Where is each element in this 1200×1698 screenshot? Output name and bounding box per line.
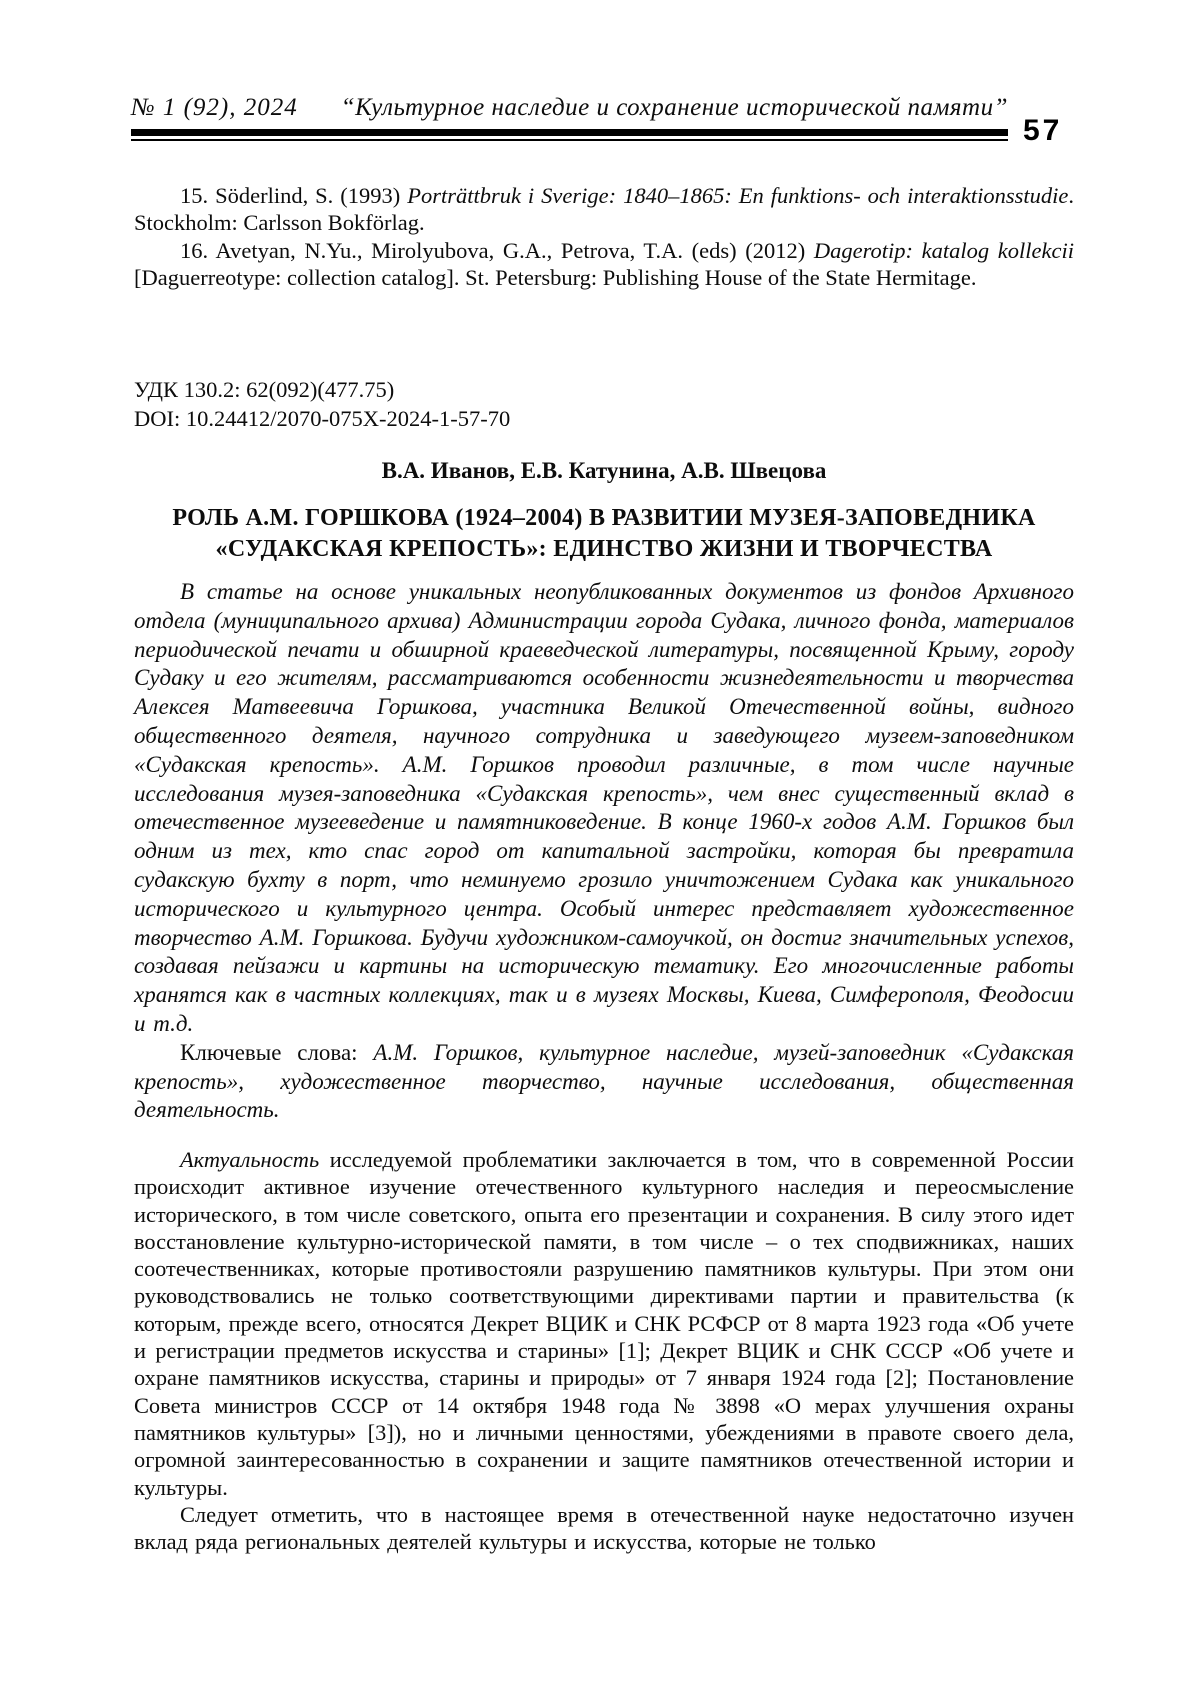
running-head [131, 94, 1008, 122]
page-header [131, 94, 1008, 141]
reference-item [134, 237, 1074, 292]
authors-line: В.А. Иванов, Е.В. Катунина, А.В. Швецова [381, 458, 827, 483]
body-paragraph: Следует отметить, что в настоящее время в отечественной науке недостаточно изучен вклад ряда региональных деятелей культуры и искусства, которые не только [134, 1501, 1074, 1555]
keywords-paragraph [134, 1039, 1074, 1125]
udk-code: УДК 130.2: 62(092)(477.75) [134, 377, 395, 402]
references-list [134, 182, 1074, 292]
keywords-label: Ключевые слова: [180, 1039, 374, 1065]
keywords-text: А.М. Горшков, культурное наследие, музей-заповедник «Судакская крепость», художественное творчество, научные исследования, общественная деятельность. [134, 1039, 1074, 1123]
article-codes [134, 375, 1074, 433]
reference-text: [Daguerreotype: collection catalog]. St. Petersburg: Publishing House of the State Hermitage. [134, 265, 977, 291]
reference-title: Porträttbruk i Sverige: 1840–1865: En funktions- och interaktionsstudie [407, 183, 1069, 208]
abstract-paragraph: В статье на основе уникальных неопубликованных документов из фондов Архивного отдела (муниципального архива) Администрации города Судака, личного фонда, материалов периодической печати и обширной краеведческой литературы, посвященной Крыму, городу Судаку и его жителям, рассматриваются особенности жизнедеятельности и творчества Алексея Матвеевича Горшкова, участника Великой Отечественной войны, видного общественного деятеля, научного сотрудника и заведующего музеем-заповедником «Судакская крепость». А.М. Горшков проводил различные, в том числе научные исследования музея-заповедника «Судакская крепость», чем внес существенный вклад в отечественное музееведение и памятниковедение. В конце 1960-х годов А.М. Горшков был одним из тех, кто спас город от капитальной застройки, которая бы превратила судакскую бухту в порт, что неминуемо грозило уничтожением Судака как уникального исторического и культурного центра. Особый интерес представляет художественное творчество А.М. Горшкова. Будучи художником-самоучкой, он достиг значительных успехов, создавая пейзажи и картины на историческую тематику. Его многочисленные работы хранятся как в частных коллекциях, так и в музеях Москвы, Киева, Симферополя, Феодосии и т.д. [134, 579, 1074, 1036]
body-paragraph-lead: Актуальность [180, 1147, 320, 1172]
article-body [134, 1146, 1074, 1555]
header-rule-thick [131, 129, 1008, 136]
reference-title: Dagerotip: katalog kollekcii [813, 237, 1075, 263]
header-rule-thin [131, 139, 1008, 141]
issue-number: № 1 (92), 2024 [131, 94, 298, 121]
reference-text: . Stockholm: Carlsson Bokförlag. [134, 183, 1074, 236]
abstract-section [134, 578, 1074, 1125]
page-number: 57 [1023, 114, 1063, 147]
reference-text: 15. Söderlind, S. (1993) [180, 183, 408, 208]
body-paragraph-text: исследуемой проблематики заключается в том, что в современной России происходит активное изучение отечественного культурного наследия и переосмысление исторического, в том числе советского, опыта его презентации и сохранения. В силу этого идет восстановление культурно-исторической памяти, в том числе – о тех сподвижниках, наших соотечественниках, которые противостояли разрушению памятников культуры. При этом они руководствовались не только соответствующими директивами партии и правительства (к которым, прежде всего, относятся Декрет ВЦИК и СНК РСФСР от 8 марта 1923 года «Об учете и регистрации предметов искусства и старины» [1]; Декрет ВЦИК и СНК СССР «Об учете и охране памятников искусства, старины и природы» от 7 января 1924 года [2]; Постановление Совета министров СССР от 14 октября 1948 года № 3898 «О мерах улучшения охраны памятников культуры» [3]), но и личными ценностями, убеждениями в правоте своего дела, огромной заинтересованностью в сохранении и защите памятников отечественной истории и культуры. [134, 1147, 1074, 1500]
article-title: РОЛЬ А.М. ГОРШКОВА (1924–2004) В РАЗВИТИИ МУЗЕЯ-ЗАПОВЕДНИКА «СУДАКСКАЯ КРЕПОСТЬ»: ЕДИНСТВО ЖИЗНИ И ТВОРЧЕСТВА [172, 505, 1036, 562]
reference-text: 16. Avetyan, N.Yu., Mirolyubova, G.A., Petrova, T.A. (eds) (2012) [180, 237, 814, 263]
body-paragraph [134, 1146, 1074, 1501]
doi-code: DOI: 10.24412/2070-075X-2024-1-57-70 [134, 406, 511, 431]
reference-item [134, 182, 1074, 237]
journal-title: “Культурное наследие и сохранение исторической памяти” [340, 94, 1008, 121]
